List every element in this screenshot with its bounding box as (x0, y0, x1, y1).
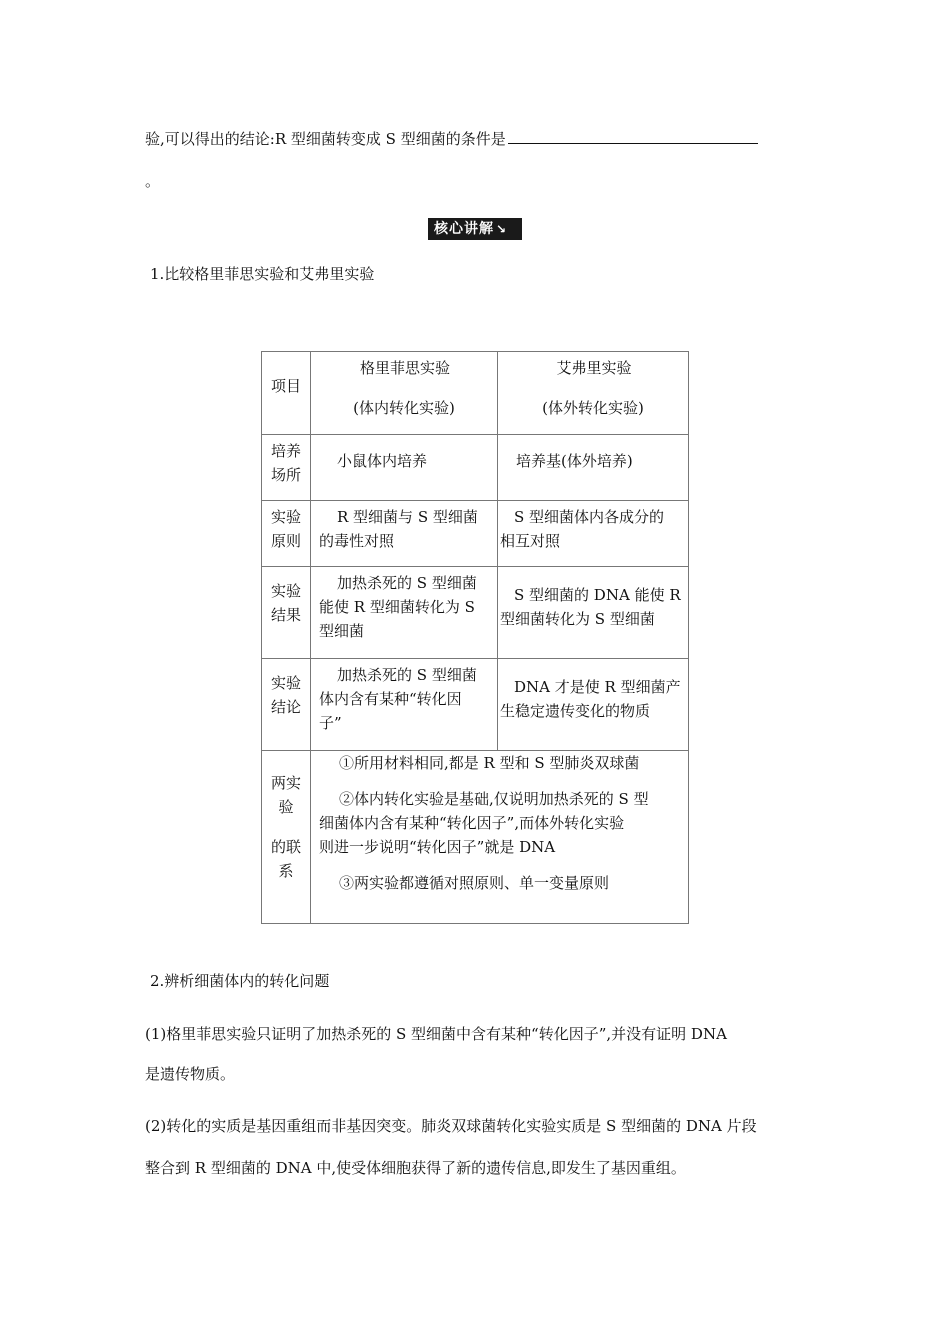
arrow-down-right-icon: ↘ (496, 222, 508, 236)
core-explanation-badge (428, 218, 522, 240)
badge-label: 核心讲解 (434, 221, 494, 237)
table-row: 培养 场所 小鼠体内培养 培养基(体外培养) (262, 435, 689, 501)
griffith-title: 格里菲思实验 (359, 359, 450, 377)
griffith-subtitle: (体内转化实验) (353, 399, 455, 417)
section1-heading: 1.比较格里菲思实验和艾弗里实验 (150, 265, 375, 283)
section2-heading: 2.辨析细菌体内的转化问题 (150, 972, 330, 990)
paragraph-2-line-1: (2)转化的实质是基因重组而非基因突变。肺炎双球菌转化实验实质是 S 型细菌的 DNA 片段 (145, 1117, 757, 1135)
intro-text: 验,可以得出的结论:R 型细菌转变成 S 型细菌的条件是 (145, 130, 506, 148)
avery-subtitle: (体外转化实验) (542, 399, 644, 417)
table-header-row (262, 352, 689, 435)
intro-line-1 (145, 128, 758, 149)
table-row: 实验 结果 加热杀死的 S 型细菌 能使 R 型细菌转化为 S 型细菌 S 型细菌的 DNA 能使 R 型细菌转化为 S 型细菌 (262, 567, 689, 659)
comparison-table (261, 351, 689, 924)
header-item-cell: 项目 (262, 352, 311, 435)
table-row-relation: 两实 验 的联 系 ①所用材料相同,都是 R 型和 S 型肺炎双球菌 ②体内转化实验是基础,仅说明加热杀死的 S 型 细菌体内含有某种“转化因子”,而体外转化实验 则进一步说明“转化因子”就是 DNA ③两实验都遵循对照原则、单一变量原则 (262, 751, 689, 924)
table-row: 实验 原则 R 型细菌与 S 型细菌 的毒性对照 S 型细菌体内各成分的 相互对照 (262, 501, 689, 567)
paragraph-2-line-2: 整合到 R 型细菌的 DNA 中,使受体细胞获得了新的遗传信息,即发生了基因重组。 (145, 1159, 686, 1177)
answer-blank[interactable] (508, 129, 758, 144)
avery-title: 艾弗里实验 (556, 359, 632, 377)
header-griffith-cell (311, 352, 498, 435)
paragraph-1-line-1: (1)格里菲思实验只证明了加热杀死的 S 型细菌中含有某种“转化因子”,并没有证明 DNA (145, 1025, 727, 1043)
table-row: 实验 结论 加热杀死的 S 型细菌 体内含有某种“转化因 子” DNA 才是使 R 型细菌产 生稳定遗传变化的物质 (262, 659, 689, 751)
intro-line-2: 。 (145, 172, 161, 190)
paragraph-1-line-2: 是遗传物质。 (145, 1065, 236, 1083)
header-avery-cell (498, 352, 689, 435)
